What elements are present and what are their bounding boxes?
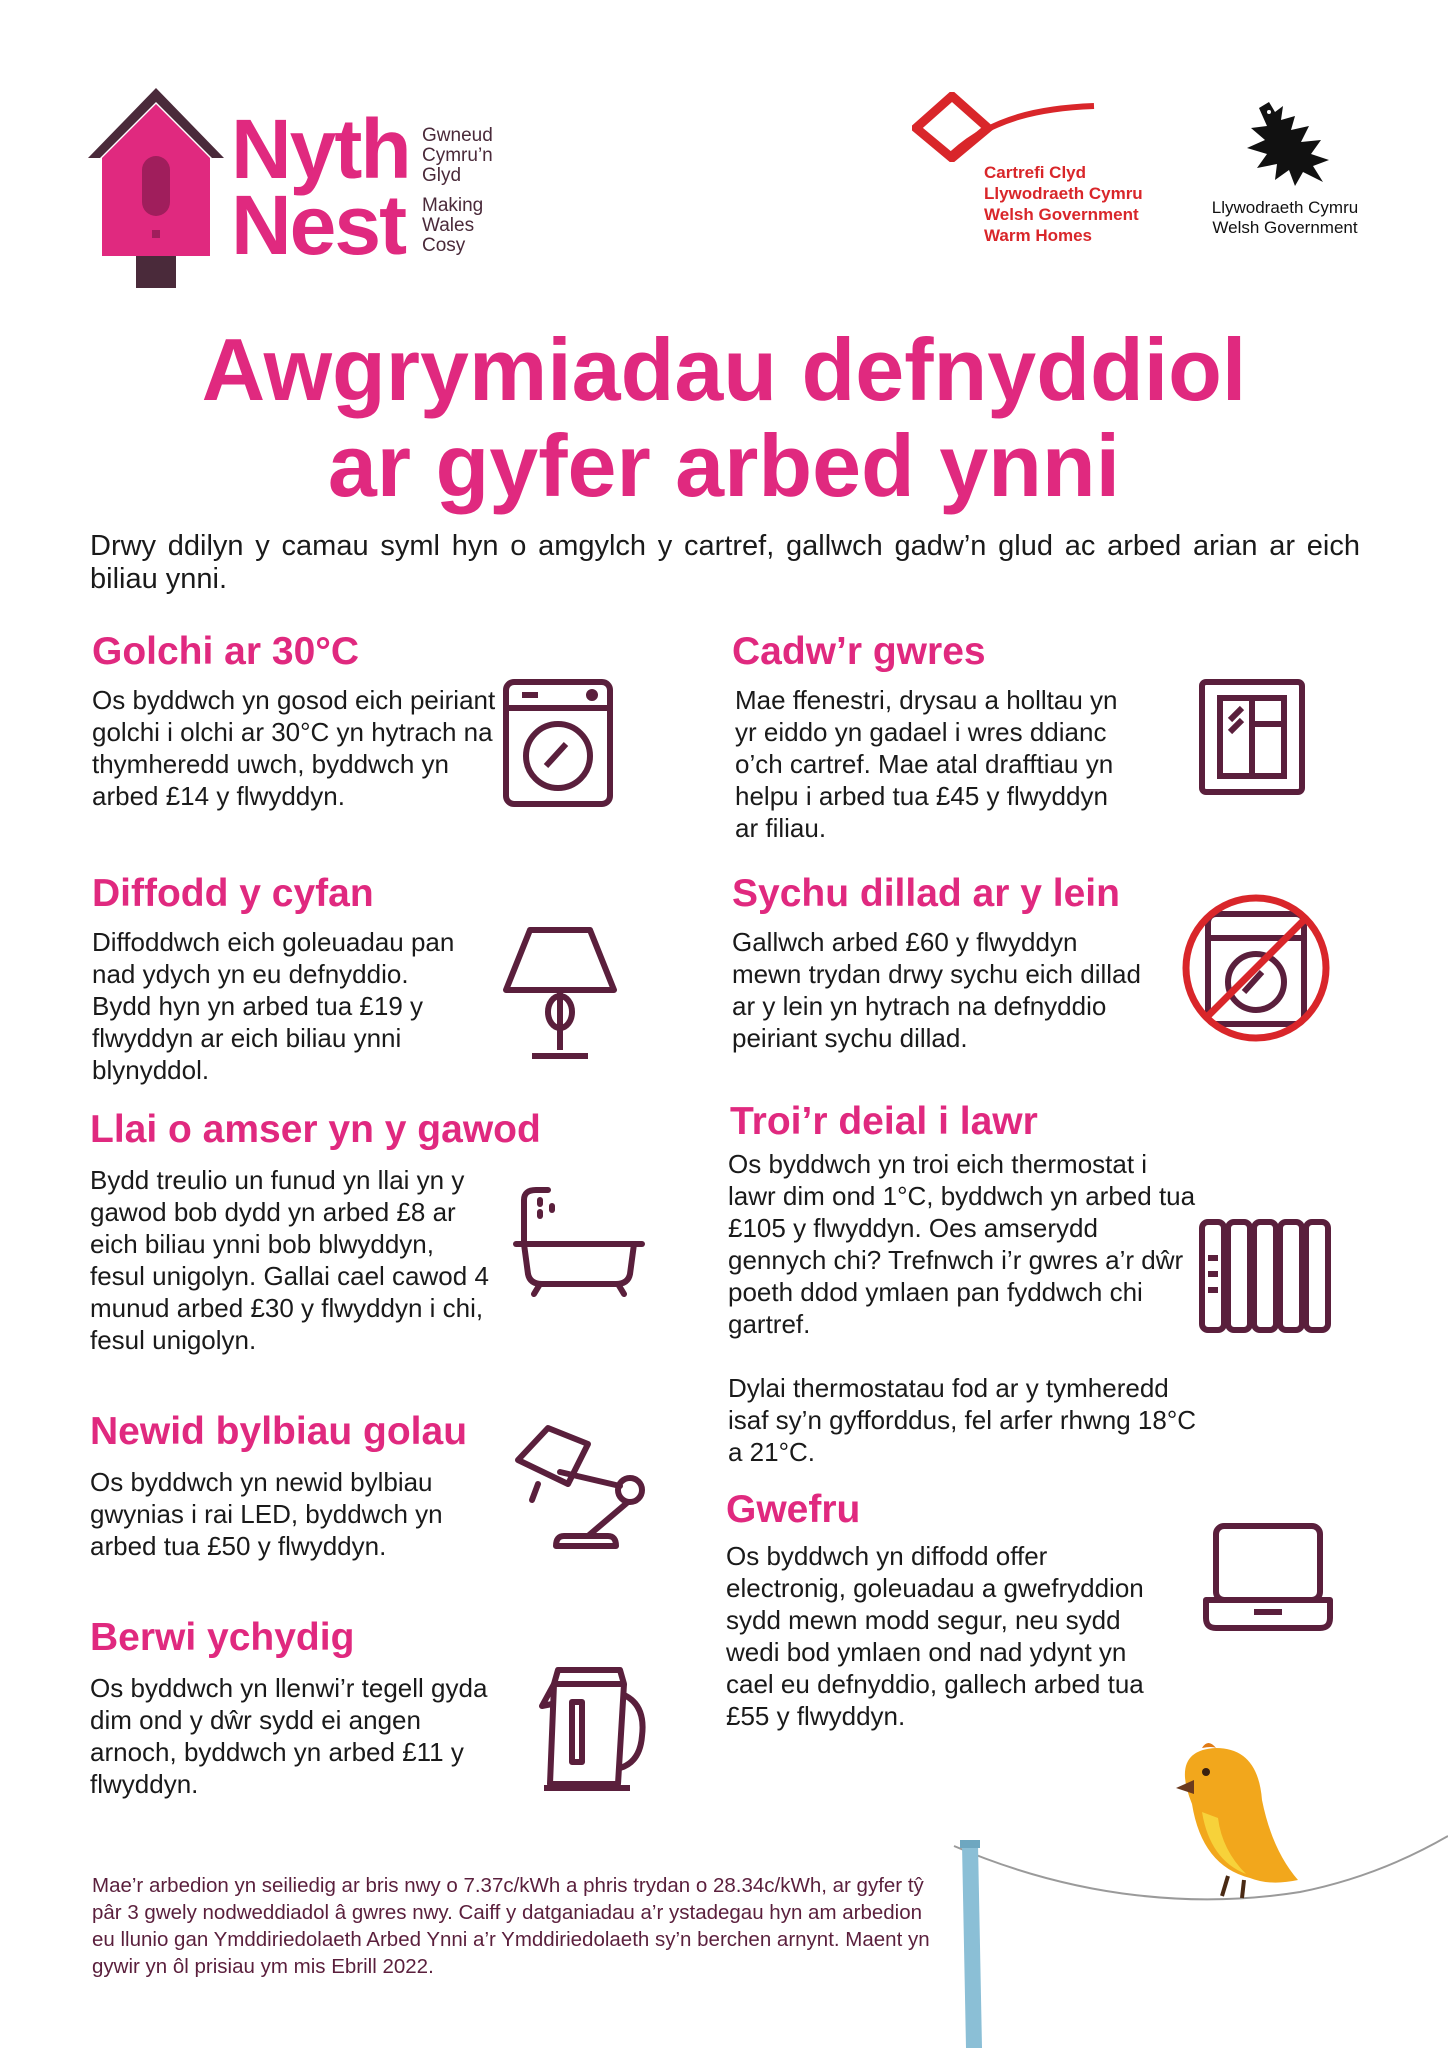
bird-on-wire-illustration — [940, 1740, 1448, 2048]
cartrefi-line1: Cartrefi Clyd — [984, 163, 1087, 182]
english-tagline: Making Wales Cosy — [422, 195, 484, 256]
cartrefi-line3: Welsh Government — [984, 205, 1139, 224]
text-gwefru: Os byddwch yn diffodd offer electronig, goleuadau a gwefryddion sydd mewn modd segur, neu sydd wedi bod ymlaen ond nad ydynt yn cael eu defnyddio, gallech arbed tua £55 y flwyddyn. — [726, 1541, 1144, 1731]
heading-deial: Troi’r deial i lawr — [730, 1100, 1038, 1143]
text-cawod: Bydd treulio un funud yn llai yn y gawod bob dydd yn arbed £8 ar eich biliau ynni bob blwyddyn, fesul unigolyn. Gallai cael cawod 4 munud arbed £30 y flwyddyn i chi, fesul unigolyn. — [90, 1165, 489, 1355]
window-icon — [1198, 678, 1306, 796]
text-berwi: Os byddwch yn llenwi’r tegell gyda dim ond y dŵr sydd ei angen arnoch, byddwch yn arbed £11 y flwyddyn. — [90, 1673, 488, 1799]
laptop-icon — [1202, 1522, 1334, 1634]
text-sychu: Gallwch arbed £60 y flwyddyn mewn trydan drwy sychu eich dillad ar y lein yn hytrach na defnyddio peiriant sychu dillad. — [732, 927, 1141, 1053]
heading-sychu: Sychu dillad ar y lein — [732, 872, 1120, 915]
no-dryer-icon — [1180, 892, 1332, 1044]
text-deial-2: Dylai thermostatau fod ar y tymheredd isaf sy’n gyfforddus, fel arfer rhwng 18°C a 21°C. — [728, 1373, 1197, 1467]
birdhouse-icon — [86, 86, 226, 291]
welsh-tagline: Gwneud Cymru’n Glyd — [422, 125, 493, 186]
kettle-icon — [538, 1664, 648, 1794]
heading-berwi: Berwi ychydig — [90, 1616, 355, 1659]
heading-gwres: Cadw’r gwres — [732, 630, 986, 673]
bird-icon — [1176, 1743, 1298, 1898]
washing-machine-icon — [502, 678, 614, 808]
warm-homes-icon — [912, 92, 1097, 162]
heading-golchi: Golchi ar 30°C — [92, 630, 360, 673]
title-line-1: Awgrymiadau defnyddiol — [201, 320, 1247, 419]
title-line-2: ar gyfer arbed ynni — [327, 416, 1121, 515]
text-bylbiau: Os byddwch yn newid bylbiau gwynias i rai LED, byddwch yn arbed tua £50 y flwyddyn. — [90, 1467, 443, 1561]
page-title — [0, 322, 1448, 514]
lamp-icon — [502, 924, 618, 1062]
nyth-word: Nyth — [231, 102, 410, 196]
desk-lamp-icon — [508, 1424, 654, 1554]
nest-word: Nest — [231, 178, 406, 272]
heading-bylbiau: Newid bylbiau golau — [90, 1410, 468, 1453]
dragon-icon — [1239, 98, 1339, 190]
text-diffodd: Diffoddwch eich goleuadau pan nad ydych yn eu defnyddio. Bydd hyn yn arbed tua £19 y flwyddyn ar eich biliau ynni blynyddol. — [92, 927, 455, 1085]
cartrefi-clyd-logo — [912, 92, 1172, 252]
radiator-icon — [1198, 1218, 1332, 1334]
text-deial: Os byddwch yn troi eich thermostat i lawr dim ond 1°C, byddwch yn arbed tua £105 y flwyddyn. Oes amserydd gennych chi? Trefnwch i’r gwres a’r dŵr poeth ddod ymlaen pan fyddwch chi gartref. — [728, 1149, 1196, 1339]
text-golchi: Os byddwch yn gosod eich peiriant golchi i olchi ar 30°C yn hytrach na thymheredd uwch, byddwch yn arbed £14 y flwyddyn. — [92, 685, 496, 811]
footnote: Mae’r arbedion yn seiliedig ar bris nwy o 7.37c/kWh a phris trydan o 28.34c/kWh, ar gyfer tŷ pâr 3 gwely nodweddiadol â gwres nwy. Caiff y datganiadau a’r ystadegau hyn am arbedion eu llunio gan Ymddiriedolaeth Arbed Ynni a’r Ymddiriedolaeth sy’n berchen arnynt. Maent yn gywir yn ôl prisiau ym mis Ebrill 2022. — [92, 1874, 930, 1978]
wg-line2: Welsh Government — [1212, 218, 1358, 237]
cartrefi-line2: Llywodraeth Cymru — [984, 184, 1143, 203]
nyth-nest-logo — [86, 86, 526, 296]
intro-text: Drwy ddilyn y camau syml hyn o amgylch y cartref, gallwch gadw’n glud ac arbed arian ar eich biliau ynni. — [90, 530, 1360, 595]
heading-cawod: Llai o amser yn y gawod — [90, 1108, 541, 1151]
bath-icon — [512, 1186, 646, 1298]
heading-diffodd: Diffodd y cyfan — [92, 872, 374, 915]
cartrefi-line4: Warm Homes — [984, 226, 1093, 245]
heading-gwefru: Gwefru — [726, 1488, 861, 1531]
text-gwres: Mae ffenestri, drysau a holltau yn yr eiddo yn gadael i wres ddianc o’ch cartref. Mae atal drafftiau yn helpu i arbed tua £45 y flwyddyn ar filiau. — [735, 685, 1118, 843]
wg-line1: Llywodraeth Cymru — [1211, 198, 1359, 217]
welsh-government-logo — [1205, 98, 1365, 248]
